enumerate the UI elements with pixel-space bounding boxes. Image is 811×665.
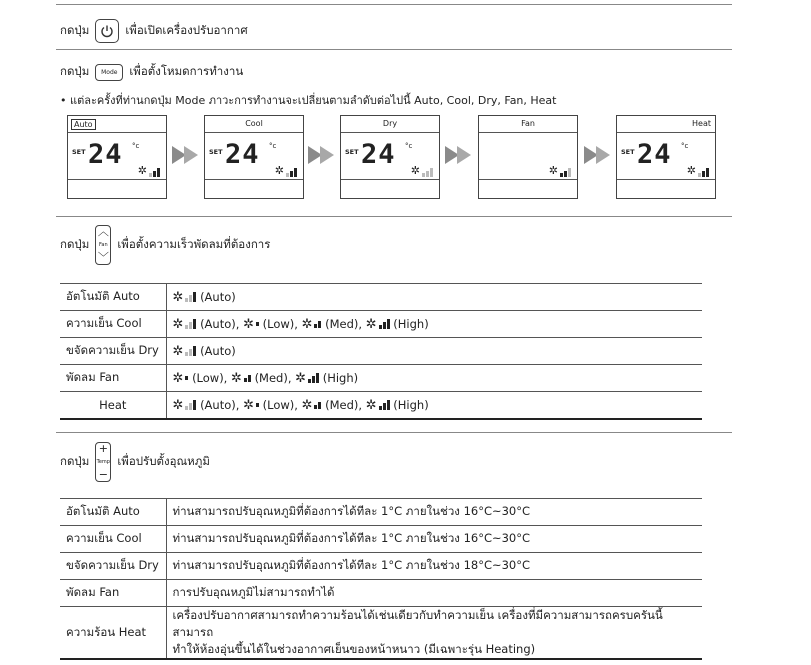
lcd-temp: 24	[88, 139, 123, 170]
mode-cell: ความเย็น Cool	[60, 526, 166, 553]
temp-prefix: กดปุ่ม	[60, 454, 90, 468]
desc-cell: ท่านสามารถปรับอุณหภูมิที่ต้องการได้ทีละ 1°C ภายในช่วง 16°C~30°C	[166, 526, 702, 553]
fan-icon: ✲	[172, 370, 184, 386]
table-row	[60, 607, 702, 660]
fan-icon: ✲	[549, 164, 571, 177]
desc-line: ทำให้ห้องอุ่นขึ้นได้ในช่วงอากาศเย็นของหน้าหนาว (มีเฉพาะรุ่น Heating)	[172, 642, 536, 656]
divider	[56, 432, 732, 433]
fan-button[interactable]	[95, 225, 111, 265]
lcd-set-label: SET	[72, 148, 86, 156]
mode-prefix: กดปุ่ม	[60, 64, 90, 78]
power-button[interactable]	[95, 19, 119, 43]
lcd-unit: °c	[405, 142, 413, 150]
fan-icon: ✲	[243, 397, 254, 413]
mode-cell: พัดลม Fan	[60, 580, 166, 607]
fan-icon: ✲	[301, 316, 313, 332]
lcd-set-label: SET	[621, 148, 635, 156]
mode-cell: ความร้อน Heat	[60, 607, 166, 660]
fan-button-label: Fan	[98, 242, 108, 248]
fan-icon: ✲	[172, 289, 184, 305]
fan-icon: ✲	[411, 164, 433, 177]
power-icon	[100, 24, 114, 38]
divider	[56, 49, 732, 50]
mode-cell: อัตโนมัติ Auto	[60, 284, 166, 311]
minus-icon[interactable]: −	[98, 468, 108, 481]
table-row	[60, 311, 702, 338]
table-row	[60, 365, 702, 392]
lcd-set-label: SET	[345, 148, 359, 156]
mode-button[interactable]: Mode	[95, 64, 123, 81]
desc-cell	[166, 607, 702, 660]
lcd-mode-label: Heat	[692, 119, 711, 128]
lcd-temp: 24	[225, 139, 260, 170]
fan-icon: ✲	[365, 316, 377, 332]
options-cell: ✲ (Auto), ✲ (Low), ✲ (Med), ✲ (High)	[166, 392, 702, 420]
mode-cell: Heat	[60, 392, 166, 420]
options-cell: ✲ (Auto)	[166, 284, 702, 311]
options-cell: ✲ (Auto), ✲ (Low), ✲ (Med), ✲ (High)	[166, 311, 702, 338]
fan-icon: ✲	[301, 397, 313, 413]
options-cell: ✲ (Low), ✲ (Med), ✲ (High)	[166, 365, 702, 392]
fan-icon: ✲	[231, 370, 242, 386]
fan-icon: ✲	[295, 370, 307, 386]
lcd-mode-label: Fan	[521, 119, 535, 128]
lcd-display-cool	[204, 115, 304, 199]
fan-icon: ✲	[138, 164, 160, 177]
lcd-unit: °c	[269, 142, 277, 150]
lcd-temp: 24	[637, 139, 672, 170]
fan-icon: ✲	[243, 316, 254, 332]
fan-icon: ✲	[172, 343, 184, 359]
mode-cell: อัตโนมัติ Auto	[60, 499, 166, 526]
table-row	[60, 526, 702, 553]
temp-table	[60, 498, 702, 660]
power-suffix: เพื่อเปิดเครื่องปรับอากาศ	[125, 23, 248, 37]
fan-icon: ✲	[365, 397, 377, 413]
mode-cell: ความเย็น Cool	[60, 311, 166, 338]
lcd-mode-label: Dry	[382, 119, 398, 128]
temp-suffix: เพื่อปรับตั้งอุณหภูมิ	[117, 454, 210, 468]
lcd-unit: °c	[132, 142, 140, 150]
table-row	[60, 284, 702, 311]
temp-instruction	[60, 442, 210, 482]
mode-cell: ขจัดความเย็น Dry	[60, 338, 166, 365]
temp-button-label: Temp	[96, 459, 110, 465]
table-row	[60, 392, 702, 420]
chevron-up-icon[interactable]: ︿	[97, 225, 109, 238]
power-prefix: กดปุ่ม	[60, 23, 90, 37]
mode-note: • แต่ละครั้งที่ท่านกดปุ่ม Mode ภาวะการทำงานจะเปลี่ยนตามลำดับต่อไปนี้ Auto, Cool, Dry, Fan, Heat	[60, 94, 557, 107]
lcd-mode-label: Auto	[71, 119, 96, 130]
arrow-right-icon	[596, 146, 610, 164]
mode-suffix: เพื่อตั้งโหมดการทำงาน	[129, 64, 244, 78]
fan-instruction	[60, 225, 270, 265]
fan-prefix: กดปุ่ม	[60, 237, 90, 251]
mode-cell: ขจัดความเย็น Dry	[60, 553, 166, 580]
lcd-display-fan	[478, 115, 578, 199]
lcd-display-heat	[616, 115, 716, 199]
temp-button[interactable]	[95, 442, 111, 482]
lcd-mode-label: Cool	[245, 119, 263, 128]
fan-speed-table	[60, 283, 702, 420]
table-row	[60, 499, 702, 526]
desc-cell: ท่านสามารถปรับอุณหภูมิที่ต้องการได้ทีละ 1°C ภายในช่วง 18°C~30°C	[166, 553, 702, 580]
lcd-display-dry	[340, 115, 440, 199]
fan-suffix: เพื่อตั้งความเร็วพัดลมที่ต้องการ	[117, 237, 271, 251]
desc-cell: การปรับอุณหภูมิไม่สามารถทำได้	[166, 580, 702, 607]
lcd-unit: °c	[681, 142, 689, 150]
table-row	[60, 580, 702, 607]
divider	[56, 4, 732, 5]
fan-icon: ✲	[172, 316, 184, 332]
options-cell: ✲ (Auto)	[166, 338, 702, 365]
table-row	[60, 338, 702, 365]
mode-instruction	[60, 63, 243, 81]
arrow-right-icon	[320, 146, 334, 164]
arrow-right-icon	[457, 146, 471, 164]
mode-cell: พัดลม Fan	[60, 365, 166, 392]
table-row	[60, 553, 702, 580]
arrow-right-icon	[184, 146, 198, 164]
lcd-temp: 24	[361, 139, 396, 170]
lcd-set-label: SET	[209, 148, 223, 156]
desc-line: เครื่องปรับอากาศสามารถทำความร้อนได้เช่นเดียวกับทำความเย็น เครื่องที่มีความสามารถครบครันนี้สามารถ	[172, 608, 663, 639]
plus-icon[interactable]: +	[98, 442, 108, 455]
fan-icon: ✲	[172, 397, 184, 413]
divider	[56, 216, 732, 217]
fan-icon: ✲	[687, 164, 709, 177]
power-instruction	[60, 19, 248, 43]
lcd-display-auto	[67, 115, 167, 199]
chevron-down-icon[interactable]: ﹀	[97, 251, 109, 264]
desc-cell: ท่านสามารถปรับอุณหภูมิที่ต้องการได้ทีละ 1°C ภายในช่วง 16°C~30°C	[166, 499, 702, 526]
fan-icon: ✲	[275, 164, 297, 177]
